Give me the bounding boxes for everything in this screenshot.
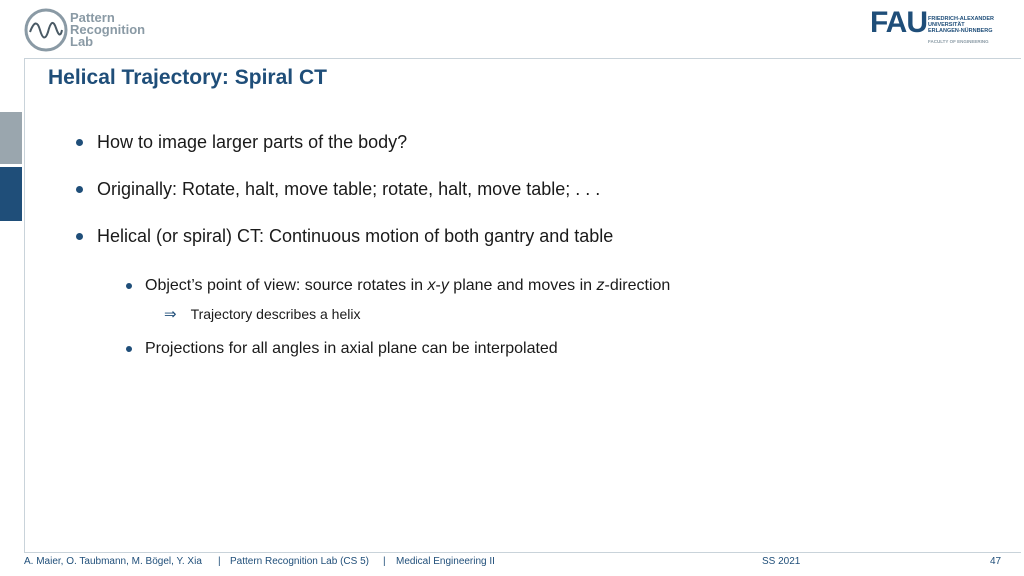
section-marker-active: [0, 167, 22, 221]
footer-course: Medical Engineering II: [396, 556, 495, 567]
sub-bullet-text: Object’s point of view: source rotates in x-y plane and moves in z-direction: [145, 277, 671, 294]
fau-faculty: FACULTY OF ENGINEERING: [928, 39, 989, 44]
lab-logo-text: Pattern Recognition Lab: [70, 10, 146, 49]
implication-item: [164, 305, 360, 323]
bullet-text: Helical (or spiral) CT: Continuous motion of both gantry and table: [97, 226, 614, 246]
bullet-text: Originally: Rotate, halt, move table; rotate, halt, move table; . . .: [97, 179, 601, 199]
footer-term: SS 2021: [762, 556, 801, 567]
implies-arrow-icon: ⇒: [164, 306, 177, 323]
fau-letters: FAU: [870, 6, 927, 39]
bullet-dot-icon: [76, 139, 83, 146]
pattern-recognition-lab-logo: [24, 8, 154, 52]
bullet-dot-icon: [76, 233, 83, 240]
bullet-item: [76, 179, 600, 200]
footer-separator: |: [218, 556, 221, 567]
fau-logo: [870, 8, 1010, 48]
page-number: 47: [990, 556, 1002, 567]
footer-authors: A. Maier, O. Taubmann, M. Bögel, Y. Xia: [24, 556, 202, 567]
bullet-dot-icon: [76, 186, 83, 193]
lab-logo-icon: [24, 8, 68, 52]
footer-separator: |: [383, 556, 386, 567]
section-marker-grey: [0, 112, 22, 164]
sub-bullet-text: Projections for all angles in axial plane can be interpolated: [145, 340, 558, 357]
footer-lab: Pattern Recognition Lab (CS 5): [230, 556, 369, 567]
bullet-dot-icon: [126, 283, 132, 289]
implication-text: Trajectory describes a helix: [190, 306, 361, 322]
slide-title: Helical Trajectory: Spiral CT: [48, 66, 327, 89]
bullet-item: [76, 132, 407, 153]
sub-bullet-item: [126, 277, 670, 295]
bullet-text: How to image larger parts of the body?: [97, 132, 408, 152]
fau-university-name: FRIEDRICH-ALEXANDER UNIVERSITÄT ERLANGEN-NÜRNBERG: [928, 16, 994, 34]
bullet-dot-icon: [126, 346, 132, 352]
sub-bullet-item: [126, 340, 558, 358]
bullet-item: [76, 226, 613, 247]
